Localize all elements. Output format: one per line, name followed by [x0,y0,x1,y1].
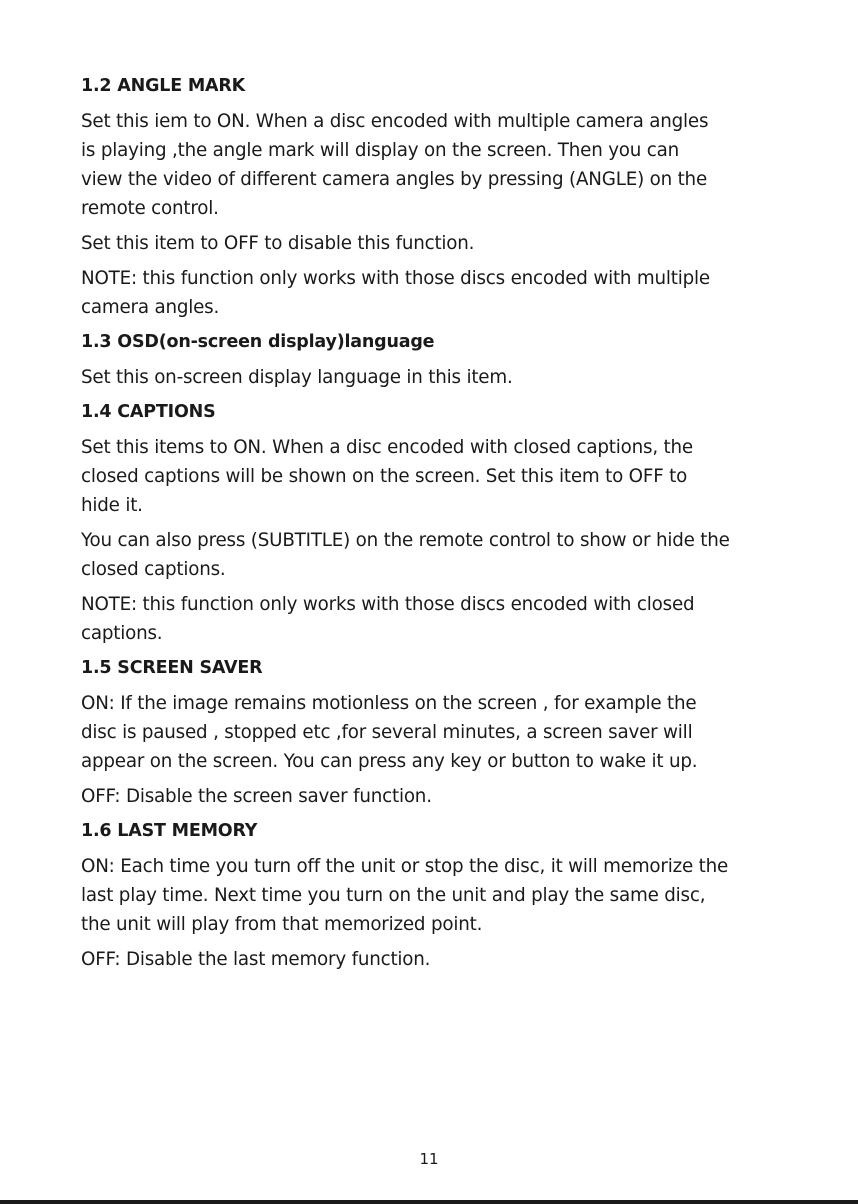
text-line: disc is paused , stopped etc ,for several minutes, a screen saver will [81,722,693,743]
section-heading: 1.4 CAPTIONS [81,402,216,422]
text-line: closed captions will be shown on the screen. Set this item to OFF to [81,466,688,487]
text-line: closed captions. [81,559,226,580]
page-number: 11 [419,1150,439,1168]
text-line: Set this items to ON. When a disc encoded with closed captions, the [81,437,693,458]
section-captions [81,398,781,648]
text-line: ON: Each time you turn off the unit or stop the disc, it will memorize the [81,856,729,877]
paragraph [81,945,781,974]
text-line: Set this iem to ON. When a disc encoded with multiple camera angles [81,111,709,132]
text-line: Set this item to OFF to disable this function. [81,233,475,254]
text-line: camera angles. [81,297,220,318]
text-line: remote control. [81,198,219,219]
manual-page [81,72,781,980]
text-line: OFF: Disable the screen saver function. [81,786,432,807]
text-line: ON: If the image remains motionless on the screen , for example the [81,693,697,714]
section-angle-mark [81,72,781,322]
text-line: NOTE: this function only works with those discs encoded with closed [81,594,695,615]
paragraph [81,782,781,811]
text-line: the unit will play from that memorized point. [81,914,483,935]
paragraph [81,229,781,258]
section-heading: 1.3 OSD(on-screen display)language [81,332,435,352]
section-last-memory [81,817,781,974]
text-line: appear on the screen. You can press any key or button to wake it up. [81,751,698,772]
text-line: Set this on-screen display language in this item. [81,367,513,388]
text-line: hide it. [81,495,143,516]
text-line: OFF: Disable the last memory function. [81,949,431,970]
section-heading: 1.6 LAST MEMORY [81,821,258,841]
paragraph [81,107,781,223]
bottom-rule [0,1200,858,1204]
paragraph [81,363,781,392]
note-paragraph [81,590,781,648]
text-line: view the video of different camera angles by pressing (ANGLE) on the [81,169,707,190]
paragraph [81,852,781,939]
section-heading: 1.5 SCREEN SAVER [81,658,263,678]
section-osd-language [81,328,781,392]
paragraph [81,689,781,776]
note-paragraph [81,264,781,322]
section-heading: 1.2 ANGLE MARK [81,76,246,96]
text-line: captions. [81,623,163,644]
paragraph [81,433,781,520]
text-line: You can also press (SUBTITLE) on the remote control to show or hide the [81,530,730,551]
text-line: last play time. Next time you turn on the unit and play the same disc, [81,885,706,906]
paragraph [81,526,781,584]
text-line: is playing ,the angle mark will display on the screen. Then you can [81,140,680,161]
section-screen-saver [81,654,781,811]
text-line: NOTE: this function only works with those discs encoded with multiple [81,268,710,289]
